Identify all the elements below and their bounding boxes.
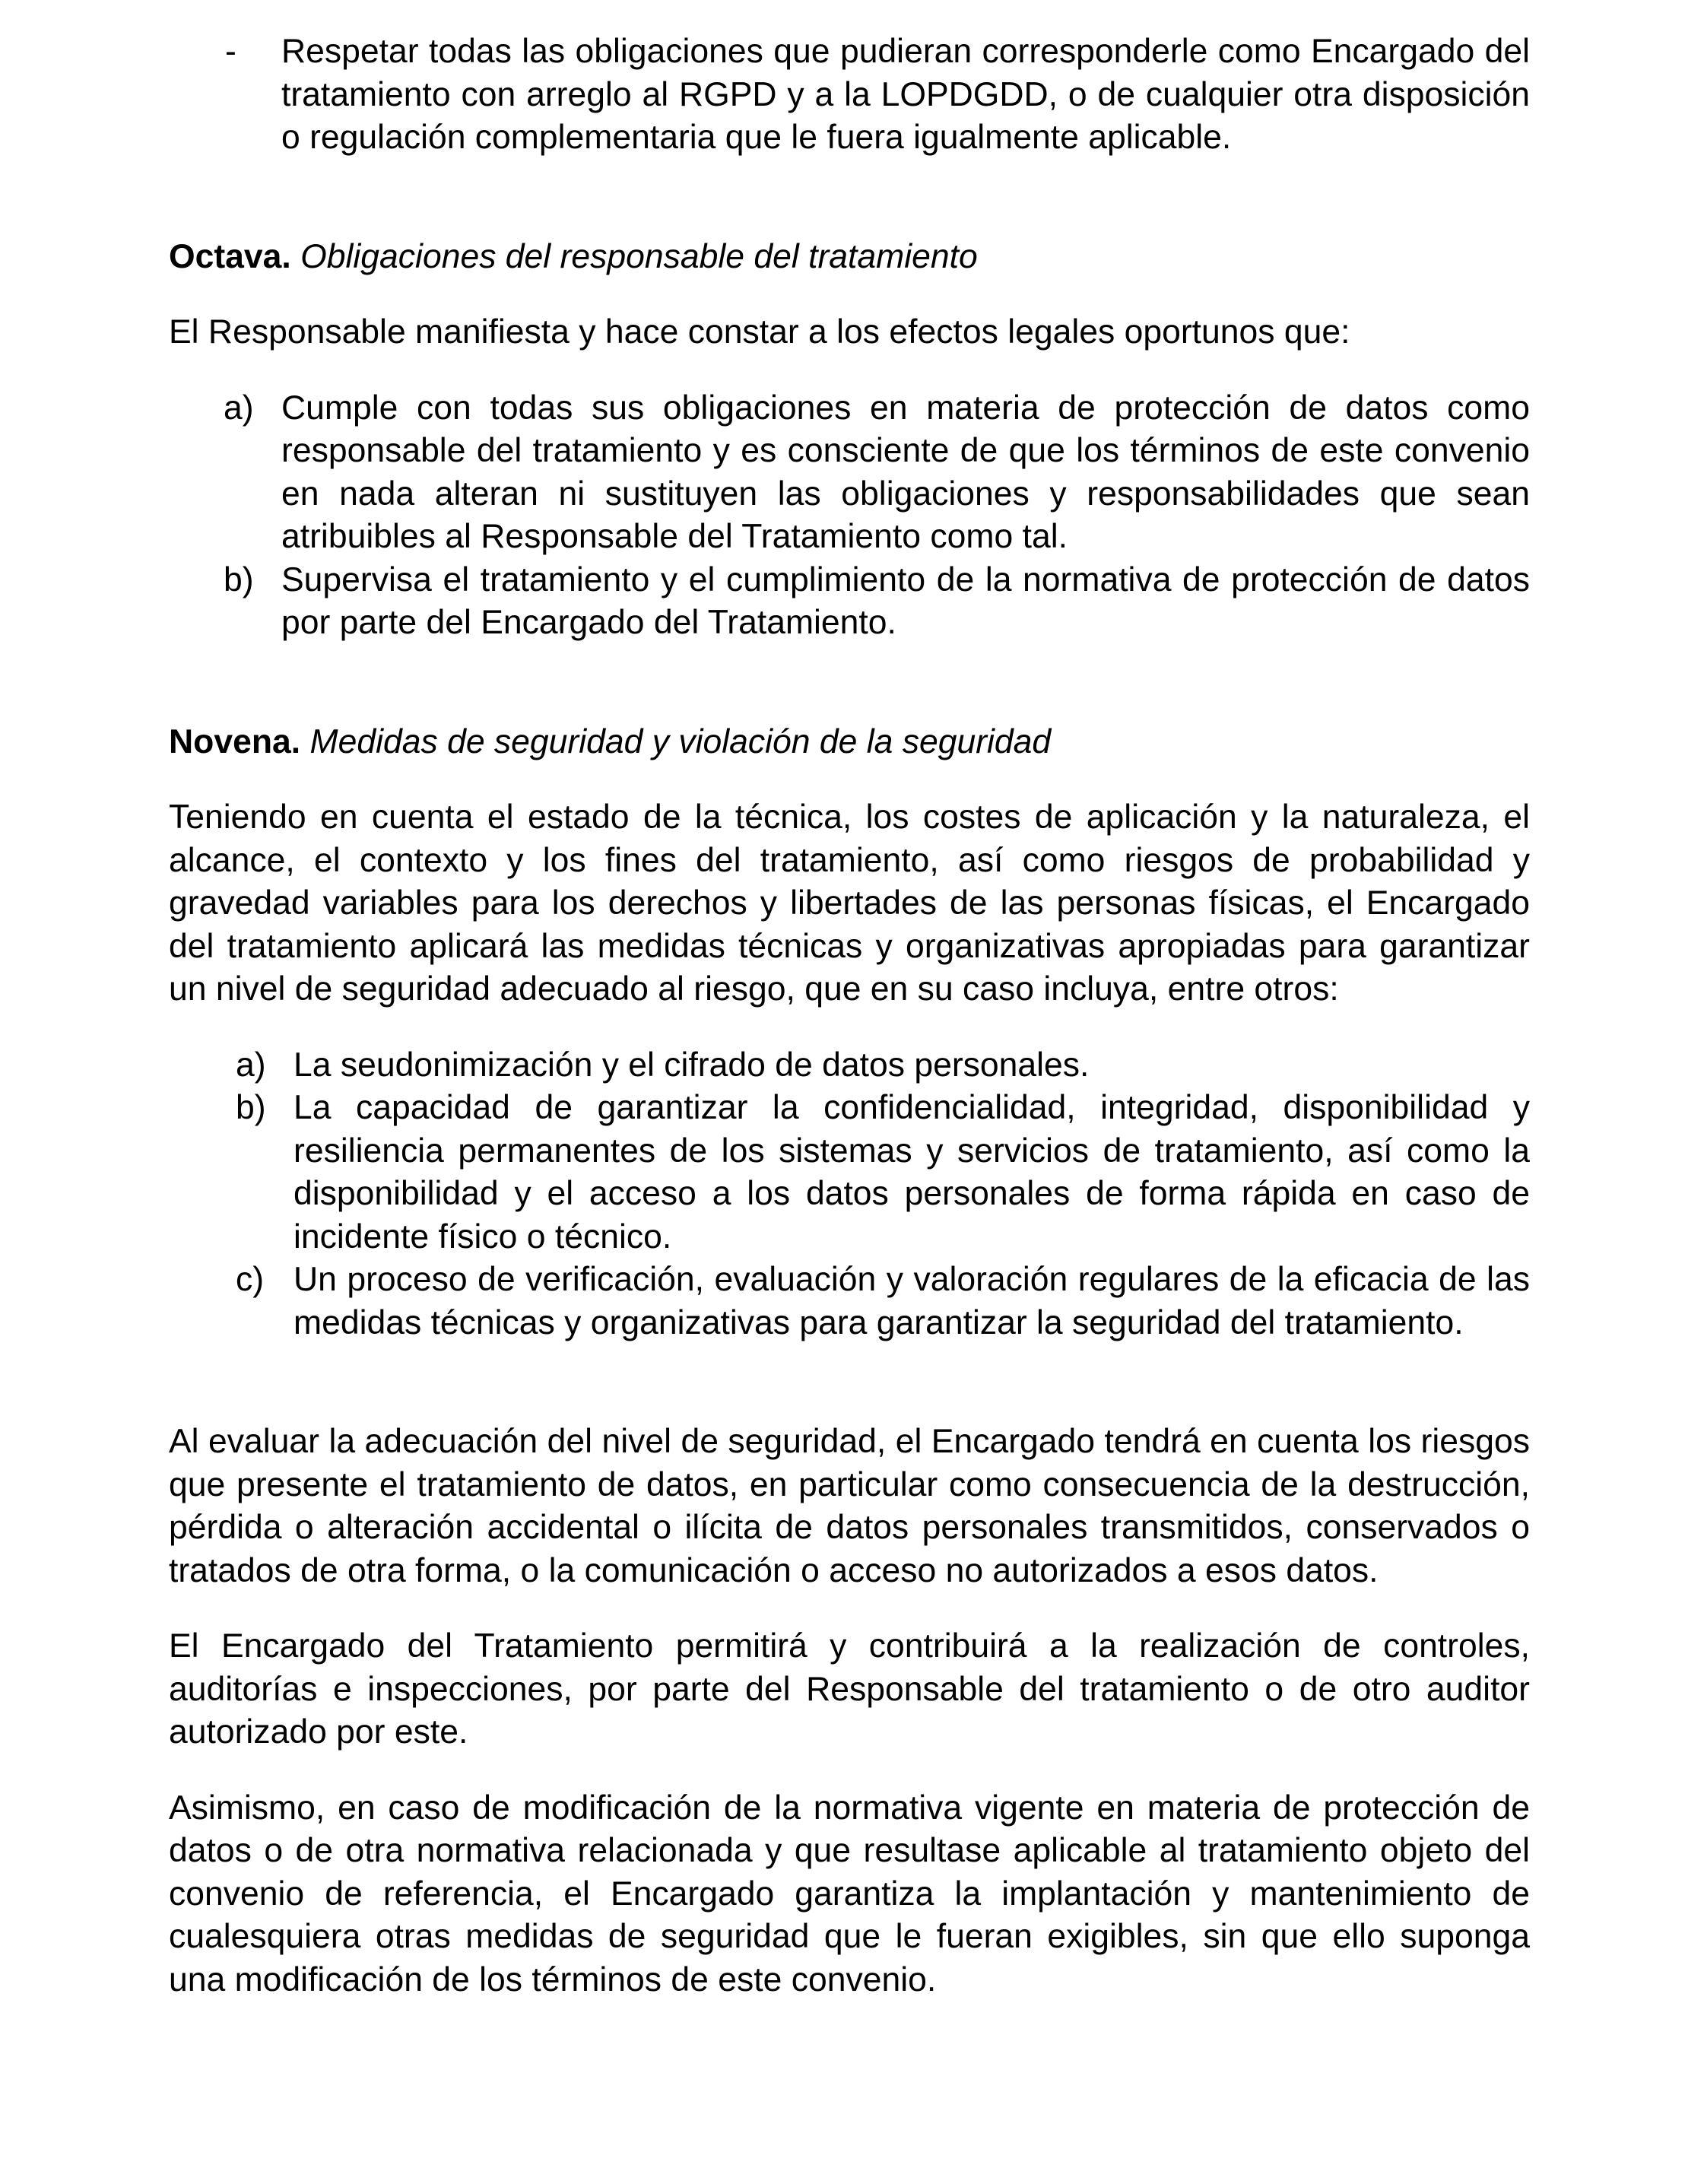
list-marker: b) <box>224 560 254 598</box>
section-title: Novena. <box>169 722 301 760</box>
list-marker: a) <box>236 1046 266 1084</box>
list-item-text: La capacidad de garantizar la confidencialidad, integridad, disponibilidad y resiliencia permanentes de los sistemas y servicios de tratamiento, así como la disponibilidad y el acceso a los datos personales de forma rápida en caso de incidente físico o técnico. <box>293 1089 1530 1255</box>
section-intro: El Responsable manifiesta y hace constar a los efectos legales oportunos que: <box>169 313 1350 351</box>
list-item-text: Supervisa el tratamiento y el cumplimiento de la normativa de protección de datos por parte del Encargado del Tratamiento. <box>281 560 1530 641</box>
list-item <box>169 1259 1530 1344</box>
novena-list <box>169 1044 1530 1345</box>
list-item-text: Cumple con todas sus obligaciones en materia de protección de datos como responsable del tratamiento y es consciente de que los términos de este convenio en nada alteran ni sustituyen las obligaciones y responsabilidades que sean atribuibles al Responsable del Tratamiento como tal. <box>281 389 1530 555</box>
list-item <box>169 1044 1530 1087</box>
body-paragraph: Al evaluar la adecuación del nivel de seguridad, el Encargado tendrá en cuenta los riesgos que presente el tratamiento de datos, en particular como consecuencia de la destrucción, pérdida o alteración accidental o ilícita de datos personales transmitidos, conservados o tratados de otra forma, o la comunicación o acceso no autorizados a esos datos. <box>169 1423 1530 1589</box>
octava-list <box>169 387 1530 645</box>
list-marker: b) <box>236 1089 266 1126</box>
document-body <box>169 30 1530 2001</box>
section-subtitle: Obligaciones del responsable del tratamiento <box>300 237 978 275</box>
list-item-text: Un proceso de verificación, evaluación y valoración regulares de la eficacia de las medidas técnicas y organizativas para garantizar la seguridad del tratamiento. <box>293 1261 1530 1341</box>
list-item-text: Respetar todas las obligaciones que pudieran corresponderle como Encargado del tratamiento con arreglo al RGPD y a la LOPDGDD, o de cualquier otra disposición o regulación complementaria que le fuera igualmente aplicable. <box>281 33 1530 156</box>
body-paragraph: Asimismo, en caso de modificación de la normativa vigente en materia de protección de datos o de otra normativa relacionada y que resultase aplicable al tratamiento objeto del convenio de referencia, el Encargado garantiza la implantación y mantenimiento de cualesquiera otras medidas de seguridad que le fueran exigibles, sin que ello suponga una modificación de los términos de este convenio. <box>169 1789 1530 1998</box>
list-item <box>169 30 1530 160</box>
list-item <box>169 1087 1530 1259</box>
list-item <box>169 559 1530 645</box>
body-paragraph: El Encargado del Tratamiento permitirá y contribuirá a la realización de controles, auditorías e inspecciones, por parte del Responsable del tratamiento o de otro auditor autorizado por este. <box>169 1627 1530 1751</box>
list-item-text: La seudonimización y el cifrado de datos personales. <box>293 1046 1090 1084</box>
section-heading-novena <box>169 721 1530 764</box>
section-title: Octava. <box>169 237 291 275</box>
section-heading-octava <box>169 236 1530 279</box>
section-intro: Teniendo en cuenta el estado de la técnica, los costes de aplicación y la naturaleza, el alcance, el contexto y los fines del tratamiento, así como riesgos de probabilidad y gravedad variables para los derechos y libertades de las personas físicas, el Encargado del tratamiento aplicará las medidas técnicas y organizativas apropiadas para garantizar un nivel de seguridad adecuado al riesgo, que en su caso incluya, entre otros: <box>169 798 1530 1008</box>
previous-obligations-list <box>169 30 1530 160</box>
list-marker: a) <box>224 389 254 427</box>
list-marker: c) <box>236 1261 265 1298</box>
list-marker: - <box>225 33 236 70</box>
list-item <box>169 387 1530 559</box>
section-subtitle: Medidas de seguridad y violación de la seguridad <box>309 722 1052 760</box>
